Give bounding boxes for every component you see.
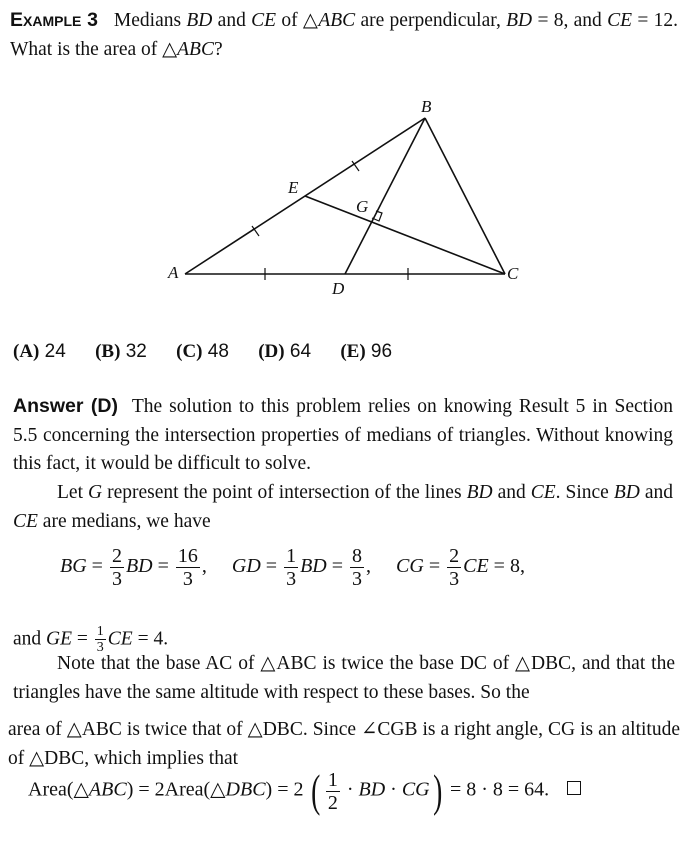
problem-text: = 12. What is the area of △ xyxy=(10,10,678,60)
equation-medians: BG = $\frac{2}{3}$ BD = $\frac{16}{3}$ , GD = $\frac{1}{3}$ BD = $\frac{8}{3}$ , CG = $\frac{2}{3}$ CE = 8, xyxy=(60,545,525,590)
problem-text: are perpendicular, xyxy=(355,10,507,31)
problem-statement xyxy=(10,6,678,64)
ge-equation-line: and GE = $\frac{1}{3}$ CE = 4. xyxy=(13,624,169,656)
label-c: C xyxy=(507,264,519,283)
problem-text: = 8, and xyxy=(532,10,608,31)
equation-area: Area(△ABC) = 2Area(△DBC) = 2 ( $\frac{1}{2}$ · BD · CG) = 8 · 8 = 64. xyxy=(28,768,688,814)
triangle-figure xyxy=(160,98,530,303)
answer-paragraph-1 xyxy=(13,392,673,479)
math-var: CE xyxy=(607,10,633,31)
math-var: ABC xyxy=(177,38,214,60)
answer-label: Answer (D) xyxy=(13,395,118,417)
qed-square-icon xyxy=(567,781,581,795)
note-paragraph: Note that the base AC of △ABC is twice the base DC of △DBC, and that the triangles have the same altitude with respect to these bases. So the xyxy=(13,653,675,703)
label-e: E xyxy=(288,178,299,197)
label-d: D xyxy=(332,279,345,298)
choice-c: (C) 48 xyxy=(176,341,229,362)
choice-e: (E) 96 xyxy=(340,341,393,362)
answer-text: The solution to this problem relies on knowing Result 5 in Section 5.5 concerning the intersection properties of medians of triangles. Without knowing this fact, it would be difficult to solve. xyxy=(13,396,673,475)
label-a: A xyxy=(168,263,179,282)
choice-a: (A) 24 xyxy=(13,341,66,362)
continuation-paragraph: area of △ABC is twice that of △DBC. Since ∠CGB is a right angle, CG is an altitude of △DBC, which implies that xyxy=(8,719,680,769)
problem-text: and xyxy=(212,10,252,31)
problem-text: of △ xyxy=(276,10,319,31)
median-bd xyxy=(345,118,425,274)
example-label: Example 3 xyxy=(10,9,99,31)
problem-text: ? xyxy=(213,38,223,60)
answer-choices xyxy=(13,338,613,366)
math-var: BD xyxy=(506,10,533,31)
math-var: ABC xyxy=(318,10,356,31)
side-bc xyxy=(425,118,505,274)
math-var: BD xyxy=(186,10,213,31)
choice-b: (B) 32 xyxy=(95,341,147,362)
label-g: G xyxy=(356,197,369,216)
median-ce xyxy=(305,196,505,274)
problem-text: Medians xyxy=(113,10,187,31)
math-var: CE xyxy=(251,10,277,31)
answer-paragraph-2: Let G represent the point of intersection of the lines BD and CE. Since BD and CE are medians, we have xyxy=(13,481,673,532)
choice-d: (D) 64 xyxy=(258,341,312,362)
label-b: B xyxy=(421,98,432,116)
answer-section xyxy=(13,392,673,536)
